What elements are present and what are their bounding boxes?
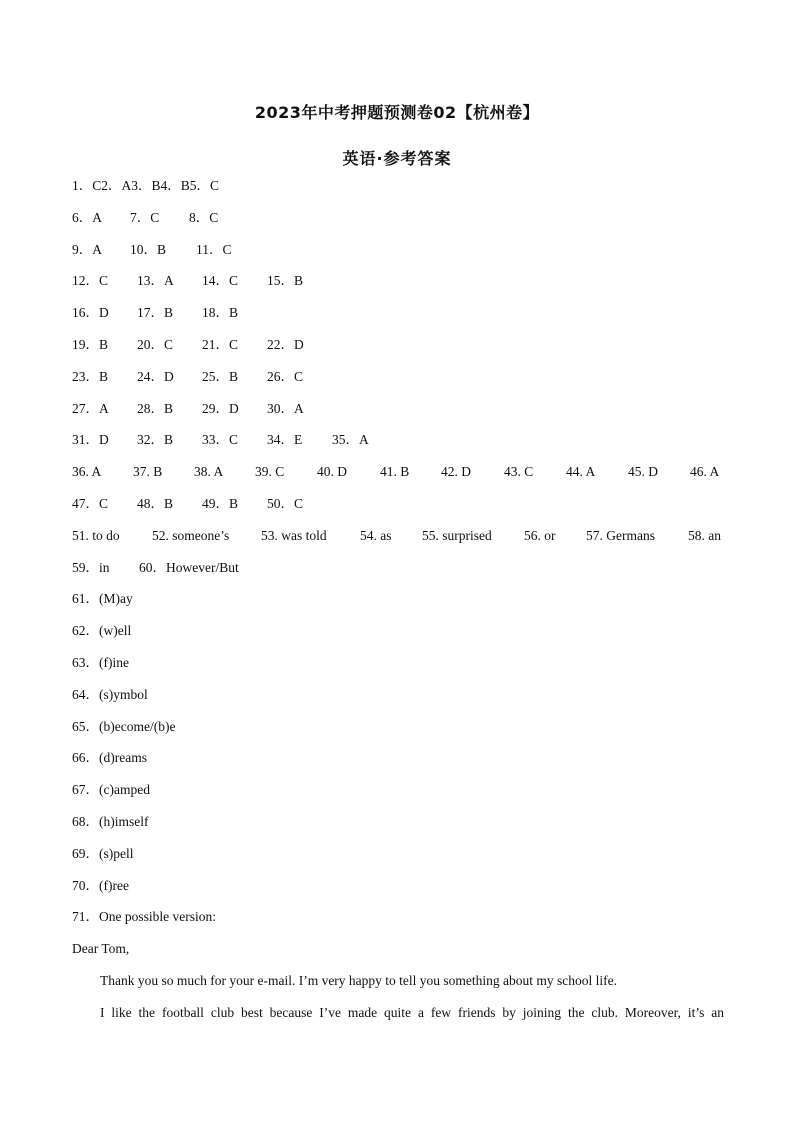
answer-item: 7．C [130,209,160,225]
answer-item: 23．B [72,368,109,384]
answer-row [72,399,732,431]
answer-item: 65．(b)ecome/(b)e [72,718,176,734]
answer-item: 51. to do [72,527,120,543]
answer-row [72,621,732,653]
answer-item: 35．A [332,432,369,448]
answer-item: 26．C [267,368,304,384]
answer-item: 29．D [202,400,239,416]
answer-row [72,335,732,367]
document-title: 2023年中考押题预测卷02【杭州卷】 [254,103,540,122]
answer-item: 20．C [137,336,174,352]
answer-item: 44. A [566,464,596,480]
answer-item: 12．C [72,273,109,289]
letter-paragraph-2: I like the football club best because I’ve made quite a few friends by joining the club. Moreover, it’s an [100,1005,724,1020]
answer-item: 67．(c)amped [72,782,150,798]
letter-salutation: Dear Tom, [72,941,130,956]
answer-item: 31．D [72,432,109,448]
answer-item: 63．(f)ine [72,654,129,670]
answer-item: 6．A [72,209,102,225]
answer-item: 14．C [202,273,239,289]
answer-item: 10．B [130,241,167,257]
answer-item: 66．(d)reams [72,750,147,766]
answer-item: 57. Germans [586,527,655,543]
answer-item: 21．C [202,336,239,352]
answer-item: 56. or [524,527,556,543]
answer-row [72,685,732,717]
answer-item: 59．in [72,559,110,575]
answer-item: 8．C [189,209,219,225]
answer-row [72,748,732,780]
answer-item: 70．(f)ree [72,877,129,893]
answer-row [72,271,732,303]
answer-item: 58. an [688,527,721,543]
answer-row [72,208,732,240]
answer-item: 34．E [267,432,303,448]
answer-item: 53. was told [261,527,327,543]
answer-row [72,303,732,335]
answer-item: 41. B [380,464,410,480]
answer-item: 45. D [628,464,658,480]
answer-item: 71．One possible version: [72,909,216,925]
answer-item: 50．C [267,495,304,511]
answer-item: 47．C [72,495,109,511]
answer-item: 19．B [72,336,109,352]
answer-item: 52. someone’s [152,527,230,543]
answer-row [72,844,732,876]
answer-item: 17．B [137,305,174,321]
answer-item: 54. as [360,527,392,543]
answer-item: 68．(h)imself [72,813,149,829]
document-subtitle: 英语·参考答案 [342,149,452,168]
answer-item: 64．(s)ymbol [72,686,148,702]
answer-item: 27．A [72,400,109,416]
answer-row [72,494,732,526]
answer-row [72,589,732,621]
answer-row [72,462,732,494]
answer-item: 62．(w)ell [72,623,132,639]
answer-item: 69．(s)pell [72,845,134,861]
letter-paragraph-1: Thank you so much for your e-mail. I’m very happy to tell you something about my school life. [100,973,618,988]
answer-item: 48．B [137,495,174,511]
answer-item: 46. A [690,464,720,480]
answer-row [72,367,732,399]
answer-item: 15．B [267,273,304,289]
answer-item: 40. D [317,464,347,480]
answer-item: 36. A [72,464,102,480]
answer-row [72,780,732,812]
answer-list [72,176,732,939]
answer-item: 28．B [137,400,174,416]
answer-row [72,653,732,685]
answer-row [72,717,732,749]
answer-row [72,526,732,558]
answer-row [72,812,732,844]
answer-item: 24．D [137,368,174,384]
answer-item: 61．(M)ay [72,591,133,607]
answer-item: 38. A [194,464,224,480]
answer-item: 9．A [72,241,102,257]
answer-item: 43. C [504,464,534,480]
answer-item: 11．C [196,241,232,257]
answer-item: 60．However/But [139,559,239,575]
answer-item: 1．C2．A3．B4．B5．C [72,178,220,193]
answer-item: 55. surprised [422,527,492,543]
answer-row [72,176,732,208]
answer-item: 18．B [202,305,239,321]
answer-item: 49．B [202,495,239,511]
answer-item: 42. D [441,464,471,480]
answer-item: 13．A [137,273,174,289]
answer-item: 30．A [267,400,304,416]
answer-item: 39. C [255,464,285,480]
answer-item: 16．D [72,305,109,321]
answer-row [72,430,732,462]
answer-row [72,876,732,908]
answer-item: 33．C [202,432,239,448]
answer-item: 25．B [202,368,239,384]
answer-row [72,907,732,939]
answer-item: 37. B [133,464,163,480]
answer-item: 32．B [137,432,174,448]
answer-row [72,240,732,272]
answer-item: 22．D [267,336,304,352]
answer-row [72,558,732,590]
